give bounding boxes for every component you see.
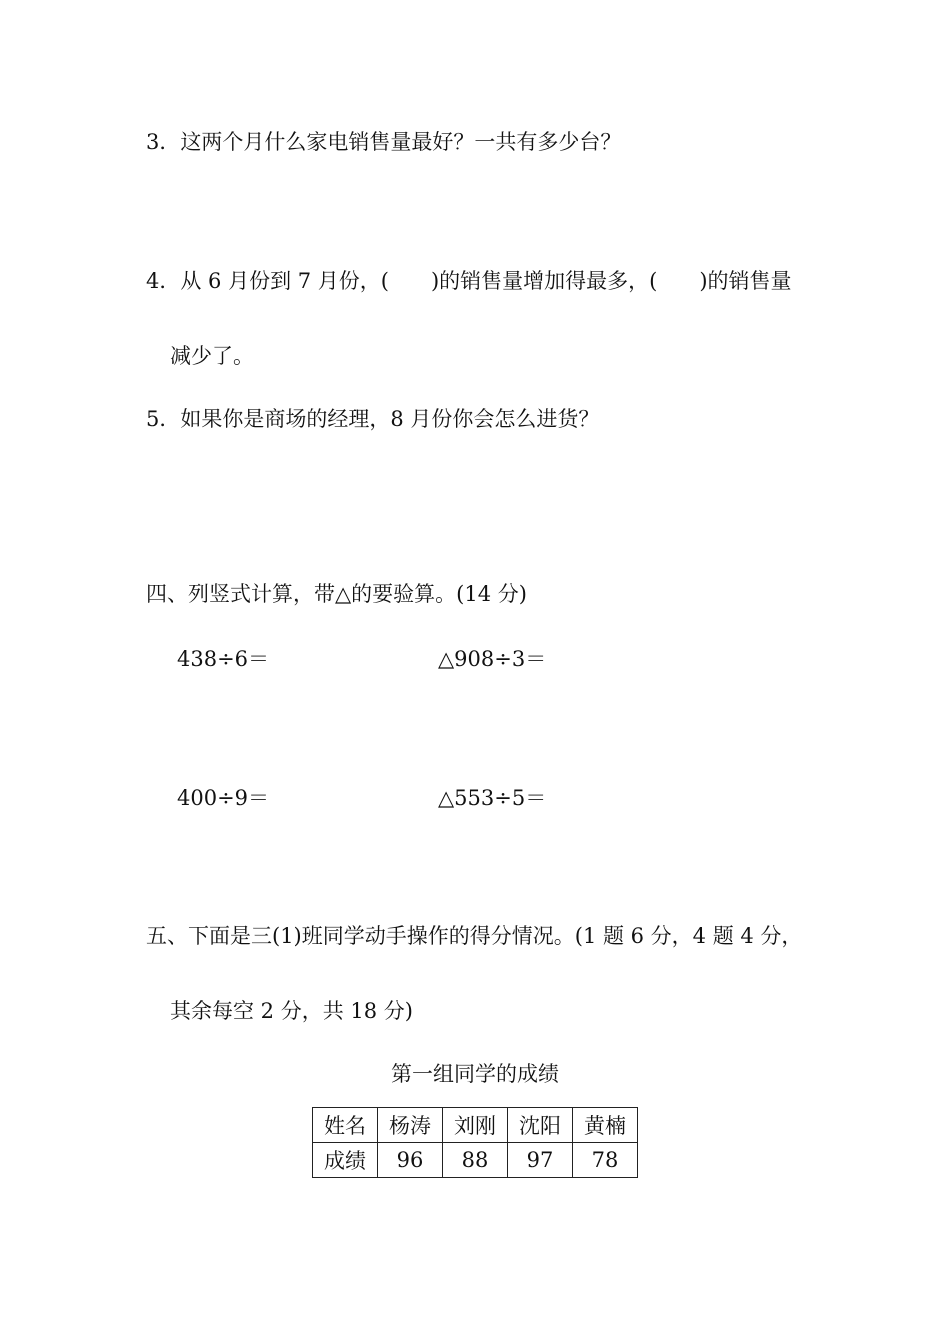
- question-3: 3．这两个月什么家电销售量最好？一共有多少台？: [146, 130, 622, 154]
- problem-2: △908÷3＝: [438, 647, 547, 671]
- problem-4: △553÷5＝: [438, 786, 547, 810]
- section-5-heading-line-2: 其余每空 2 分，共 18 分): [170, 999, 413, 1023]
- table-cell: 78: [573, 1143, 638, 1178]
- table-cell: 97: [508, 1143, 573, 1178]
- table-cell: 沈阳: [508, 1108, 573, 1143]
- section-5-heading-line-1: 五、下面是三(1)班同学动手操作的得分情况。(1 题 6 分，4 题 4 分，: [146, 924, 803, 948]
- table-header-row: [313, 1108, 638, 1143]
- table-cell: 姓名: [313, 1108, 378, 1143]
- table-row: [313, 1143, 638, 1178]
- question-4-line-1: 4．从 6 月份到 7 月份，( )的销售量增加得最多，( )的销售量: [146, 269, 792, 293]
- problem-1: 438÷6＝: [177, 647, 270, 671]
- question-4-line-2: 减少了。: [170, 344, 254, 368]
- table-cell: 成绩: [313, 1143, 378, 1178]
- table-cell: 杨涛: [378, 1108, 443, 1143]
- table-cell: 88: [443, 1143, 508, 1178]
- scores-table: [312, 1107, 638, 1178]
- table-cell: 96: [378, 1143, 443, 1178]
- table-cell: 黄楠: [573, 1108, 638, 1143]
- table-title: 第一组同学的成绩: [391, 1062, 559, 1086]
- table-cell: 刘刚: [443, 1108, 508, 1143]
- question-5: 5．如果你是商场的经理，8 月份你会怎么进货？: [146, 407, 600, 431]
- problem-3: 400÷9＝: [177, 786, 270, 810]
- section-4-heading: 四、列竖式计算，带△的要验算。(14 分): [146, 582, 527, 606]
